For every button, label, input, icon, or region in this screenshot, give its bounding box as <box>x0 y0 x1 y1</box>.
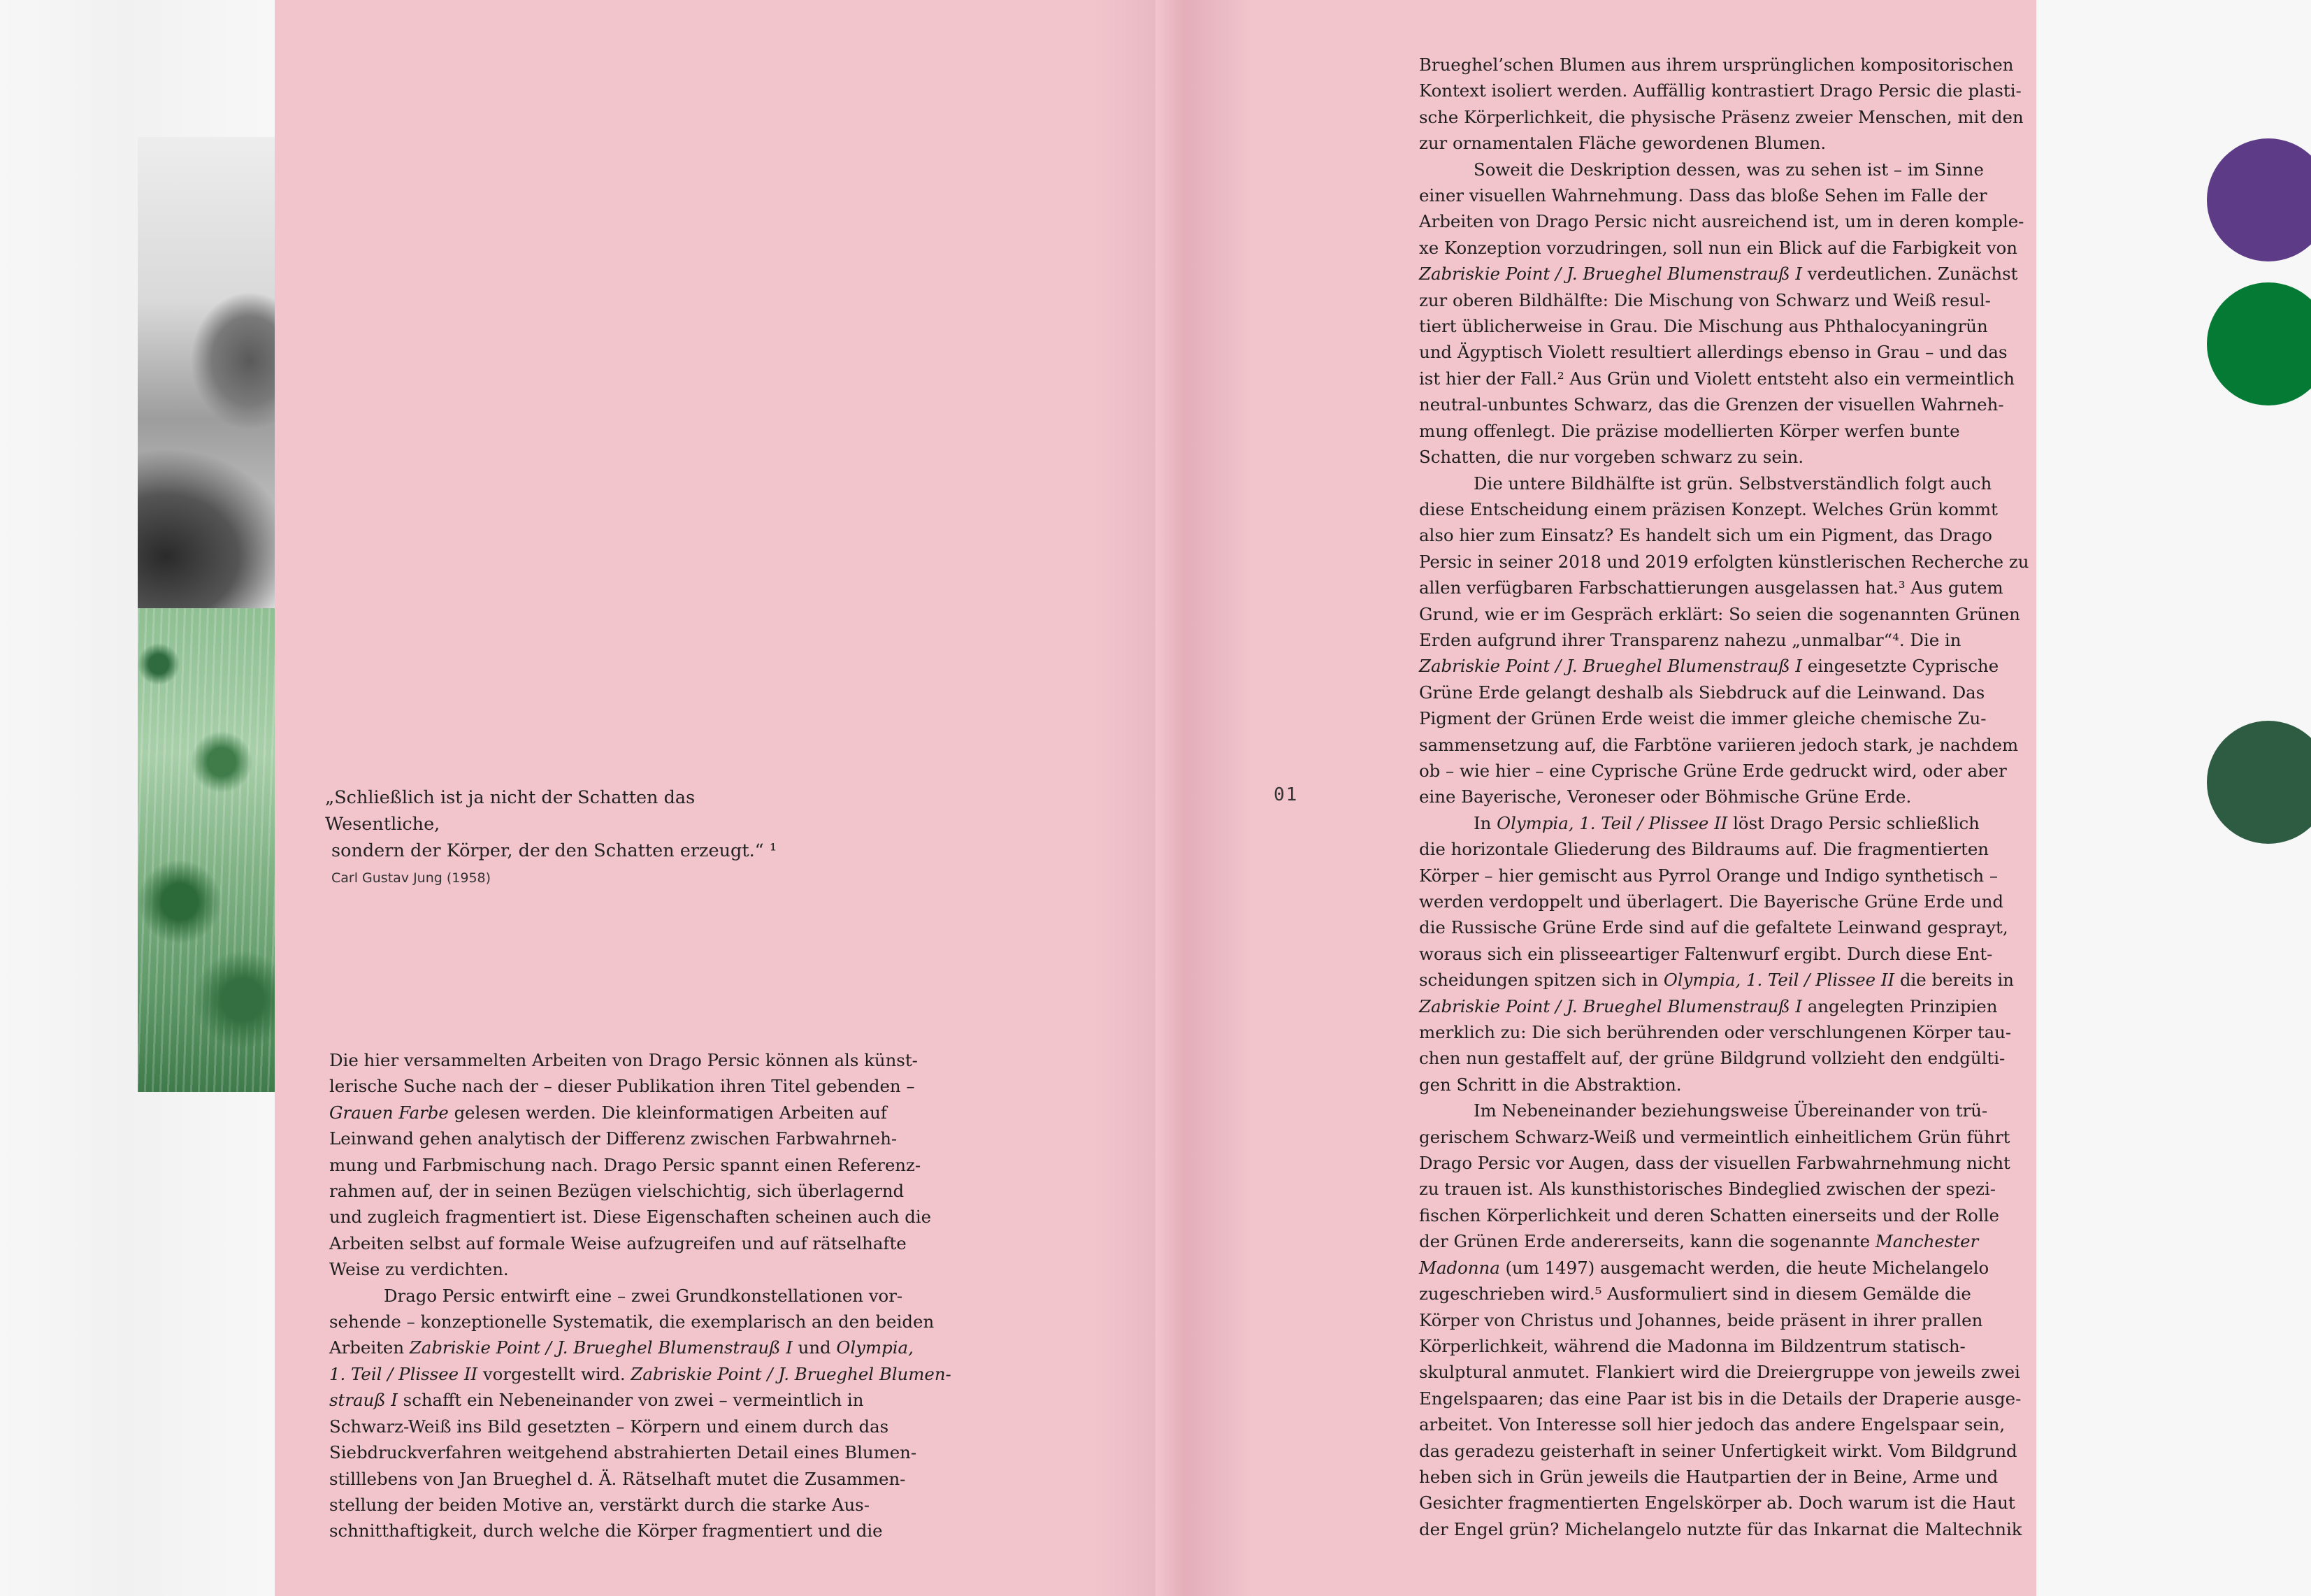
text-line: scheidungen spitzen sich in Olympia, 1. Teil / Plissee II die bereits in <box>1419 970 2014 991</box>
text-line: skulptural anmutet. Flankiert wird die Dreiergruppe von jeweils zwei <box>1419 1362 2020 1383</box>
text-line: diese Entscheidung einem präzisen Konzept. Welches Grün kommt <box>1419 498 1998 519</box>
text-line: Soweit die Deskription dessen, was zu sehen ist – im Sinne <box>1474 159 1984 180</box>
text-line: also hier zum Einsatz? Es handelt sich um ein Pigment, das Drago <box>1419 525 1992 546</box>
text-line: gerischem Schwarz-Weiß und vermeintlich einheitlichem Grün führt <box>1419 1126 2010 1147</box>
text-line: Arbeiten selbst auf formale Weise aufzugreifen und auf rätselhafte <box>329 1232 907 1253</box>
text-line: sche Körperlichkeit, die physische Präsenz zweier Menschen, mit den <box>1419 106 2024 127</box>
text-line: Körper von Christus und Johannes, beide präsent in ihrer prallen <box>1419 1309 1983 1330</box>
text-line: Weise zu verdichten. <box>329 1259 509 1280</box>
text-line: schnitthaftigkeit, durch welche die Körper fragmentiert und die <box>329 1520 883 1541</box>
text-line: das geradezu geisterhaft in seiner Unfertigkeit wirkt. Vom Bildgrund <box>1419 1440 2017 1461</box>
text-line: Arbeiten von Drago Persic nicht ausreichend ist, um in deren komple- <box>1419 211 2024 232</box>
text-line: zur oberen Bildhälfte: Die Mischung von Schwarz und Weiß resul- <box>1419 289 1991 310</box>
text-line: stilllebens von Jan Brueghel d. Ä. Rätselhaft mutet die Zusammen- <box>329 1468 906 1489</box>
page-number: 01 <box>1274 784 1299 805</box>
text-line: Leinwand gehen analytisch der Differenz zwischen Farbwahrneh- <box>329 1128 898 1149</box>
text-line: Madonna (um 1497) ausgemacht werden, die heute Michelangelo <box>1419 1257 1989 1278</box>
text-line: werden verdoppelt und überlagert. Die Bayerische Grüne Erde und <box>1419 891 2004 912</box>
text-line: sammensetzung auf, die Farbtöne variieren jedoch stark, je nachdem <box>1419 734 2019 755</box>
photo-body-detail <box>138 137 275 608</box>
text-line: Gesichter fragmentierten Engelskörper ab. Doch warum ist die Haut <box>1419 1493 2015 1514</box>
text-line: Grund, wie er im Gespräch erklärt: So seien die sogenannten Grünen <box>1419 603 2020 624</box>
text-line: Zabriskie Point / J. Brueghel Blumenstrauß I verdeutlichen. Zunächst <box>1419 264 2018 285</box>
text-line: stellung der beiden Motive an, verstärkt durch die starke Aus- <box>329 1494 870 1515</box>
text-line: ob – wie hier – eine Cyprische Grüne Erde gedruckt wird, oder aber <box>1419 760 2007 781</box>
right-body-text <box>1419 52 2029 1542</box>
text-line: zugeschrieben wird.⁵ Ausformuliert sind in diesem Gemälde die <box>1419 1284 1971 1304</box>
text-line: ist hier der Fall.² Aus Grün und Violett entsteht also ein vermeintlich <box>1419 368 2015 389</box>
text-line: Die hier versammelten Arbeiten von Drago Persic können als künst- <box>329 1050 918 1070</box>
text-line: lerische Suche nach der – dieser Publikation ihren Titel gebenden – <box>329 1076 915 1097</box>
text-line: fischen Körperlichkeit und deren Schatten einerseits und der Rolle <box>1419 1205 1999 1225</box>
quote-line-1: „Schließlich ist ja nicht der Schatten das Wesentliche, <box>325 787 696 835</box>
text-line: xe Konzeption vorzudringen, soll nun ein Blick auf die Farbigkeit von <box>1419 237 2017 258</box>
text-line: tiert üblicherweise in Grau. Die Mischung aus Phthalocyaningrün <box>1419 316 1988 337</box>
text-line: arbeitet. Von Interesse soll hier jedoch das andere Engelspaar sein, <box>1419 1414 2006 1435</box>
text-line: zur ornamentalen Fläche gewordenen Blumen. <box>1419 133 1827 154</box>
text-line: Zabriskie Point / J. Brueghel Blumenstrauß I angelegten Prinzipien <box>1419 995 1998 1016</box>
quote-line-2: sondern der Körper, der den Schatten erzeugt.“ ¹ <box>331 840 777 861</box>
text-line: der Grünen Erde andererseits, kann die sogenannte Manchester <box>1419 1231 1979 1252</box>
text-line: strauß I schafft ein Nebeneinander von zwei – vermeintlich in <box>329 1390 864 1411</box>
text-line: Grüne Erde gelangt deshalb als Siebdruck auf die Leinwand. Das <box>1419 682 1985 703</box>
text-line: Kontext isoliert werden. Auffällig kontrastiert Drago Persic die plasti- <box>1419 80 2022 101</box>
text-line: Siebdruckverfahren weitgehend abstrahierten Detail eines Blumen- <box>329 1442 917 1463</box>
epigraph-quote <box>325 784 814 864</box>
text-line: der Engel grün? Michelangelo nutzte für das Inkarnat die Maltechnik <box>1419 1518 2022 1539</box>
text-line: zu trauen ist. Als kunsthistorisches Bindeglied zwischen der spezi- <box>1419 1179 1996 1200</box>
text-line: Pigment der Grünen Erde weist die immer gleiche chemische Zu- <box>1419 708 1987 729</box>
text-line: die Russische Grüne Erde sind auf die gefaltete Leinwand gesprayt, <box>1419 917 2008 938</box>
text-line: Die untere Bildhälfte ist grün. Selbstverständlich folgt auch <box>1474 473 1992 494</box>
text-line: chen nun gestaffelt auf, der grüne Bildgrund vollzieht den endgülti- <box>1419 1048 2006 1069</box>
text-line: Im Nebeneinander beziehungsweise Übereinander von trü- <box>1474 1100 1988 1121</box>
text-line: neutral-unbuntes Schwarz, das die Grenzen der visuellen Wahrneh- <box>1419 394 2004 415</box>
text-line: heben sich in Grün jeweils die Hautpartien der in Beine, Arme und <box>1419 1466 1999 1487</box>
text-line: Engelspaaren; das eine Paar ist bis in die Details der Draperie ausge- <box>1419 1388 2022 1409</box>
text-line: Erden aufgrund ihrer Transparenz nahezu „unmalbar“⁴. Die in <box>1419 629 1961 650</box>
text-line: Schwarz-Weiß ins Bild gesetzten – Körpern und einem durch das <box>329 1416 889 1437</box>
photo-green-texture <box>138 608 275 1092</box>
text-line: mung offenlegt. Die präzise modellierten Körper werfen bunte <box>1419 420 1960 441</box>
left-body-text <box>329 1047 951 1544</box>
quote-author: Carl Gustav Jung (1958) <box>331 870 491 886</box>
text-line: einer visuellen Wahrnehmung. Dass das bloße Sehen im Falle der <box>1419 185 1987 206</box>
text-line: Zabriskie Point / J. Brueghel Blumenstrauß I eingesetzte Cyprische <box>1419 656 1999 677</box>
text-line: Schatten, die nur vorgeben schwarz zu sein. <box>1419 447 1804 468</box>
text-line: Brueghel’schen Blumen aus ihrem ursprünglichen kompositorischen <box>1419 55 2014 75</box>
text-line: Grauen Farbe gelesen werden. Die kleinformatigen Arbeiten auf <box>329 1102 887 1123</box>
gutter-shadow-left <box>1090 0 1157 1596</box>
text-line: Arbeiten Zabriskie Point / J. Brueghel Blumenstrauß I und Olympia, <box>329 1337 914 1358</box>
text-line: sehende – konzeptionelle Systematik, die exemplarisch an den beiden <box>329 1311 935 1332</box>
text-line: Drago Persic entwirft eine – zwei Grundkonstellationen vor- <box>384 1285 903 1306</box>
text-line: und zugleich fragmentiert ist. Diese Eigenschaften scheinen auch die <box>329 1207 932 1228</box>
text-line: gen Schritt in die Abstraktion. <box>1419 1074 1682 1095</box>
text-line: Drago Persic vor Augen, dass der visuellen Farbwahrnehmung nicht <box>1419 1153 2010 1174</box>
text-line: rahmen auf, der in seinen Bezügen vielschichtig, sich überlagernd <box>329 1181 905 1202</box>
text-line: woraus sich ein plisseeartiger Faltenwurf ergibt. Durch diese Ent- <box>1419 943 1993 964</box>
text-line: mung und Farbmischung nach. Drago Persic spannt einen Referenz- <box>329 1154 921 1175</box>
text-line: 1. Teil / Plissee II vorgestellt wird. Zabriskie Point / J. Brueghel Blumen- <box>329 1363 951 1384</box>
text-line: Körper – hier gemischt aus Pyrrol Orange und Indigo synthetisch – <box>1419 865 1999 886</box>
text-line: In Olympia, 1. Teil / Plissee II löst Drago Persic schließlich <box>1474 812 1980 833</box>
text-line: und Ägyptisch Violett resultiert allerdings ebenso in Grau – und das <box>1419 342 2008 363</box>
gutter-shadow <box>1156 0 1253 1596</box>
text-line: Körperlichkeit, während die Madonna im Bildzentrum statisch- <box>1419 1335 1966 1356</box>
text-line: eine Bayerische, Veroneser oder Böhmische Grüne Erde. <box>1419 786 1912 807</box>
text-line: merklich zu: Die sich berührenden oder verschlungenen Körper tau- <box>1419 1022 2012 1043</box>
text-line: die horizontale Gliederung des Bildraums auf. Die fragmentierten <box>1419 839 1989 860</box>
text-line: allen verfügbaren Farbschattierungen ausgelassen hat.³ Aus gutem <box>1419 577 2003 598</box>
text-line: Persic in seiner 2018 und 2019 erfolgten künstlerischen Recherche zu <box>1419 551 2029 572</box>
